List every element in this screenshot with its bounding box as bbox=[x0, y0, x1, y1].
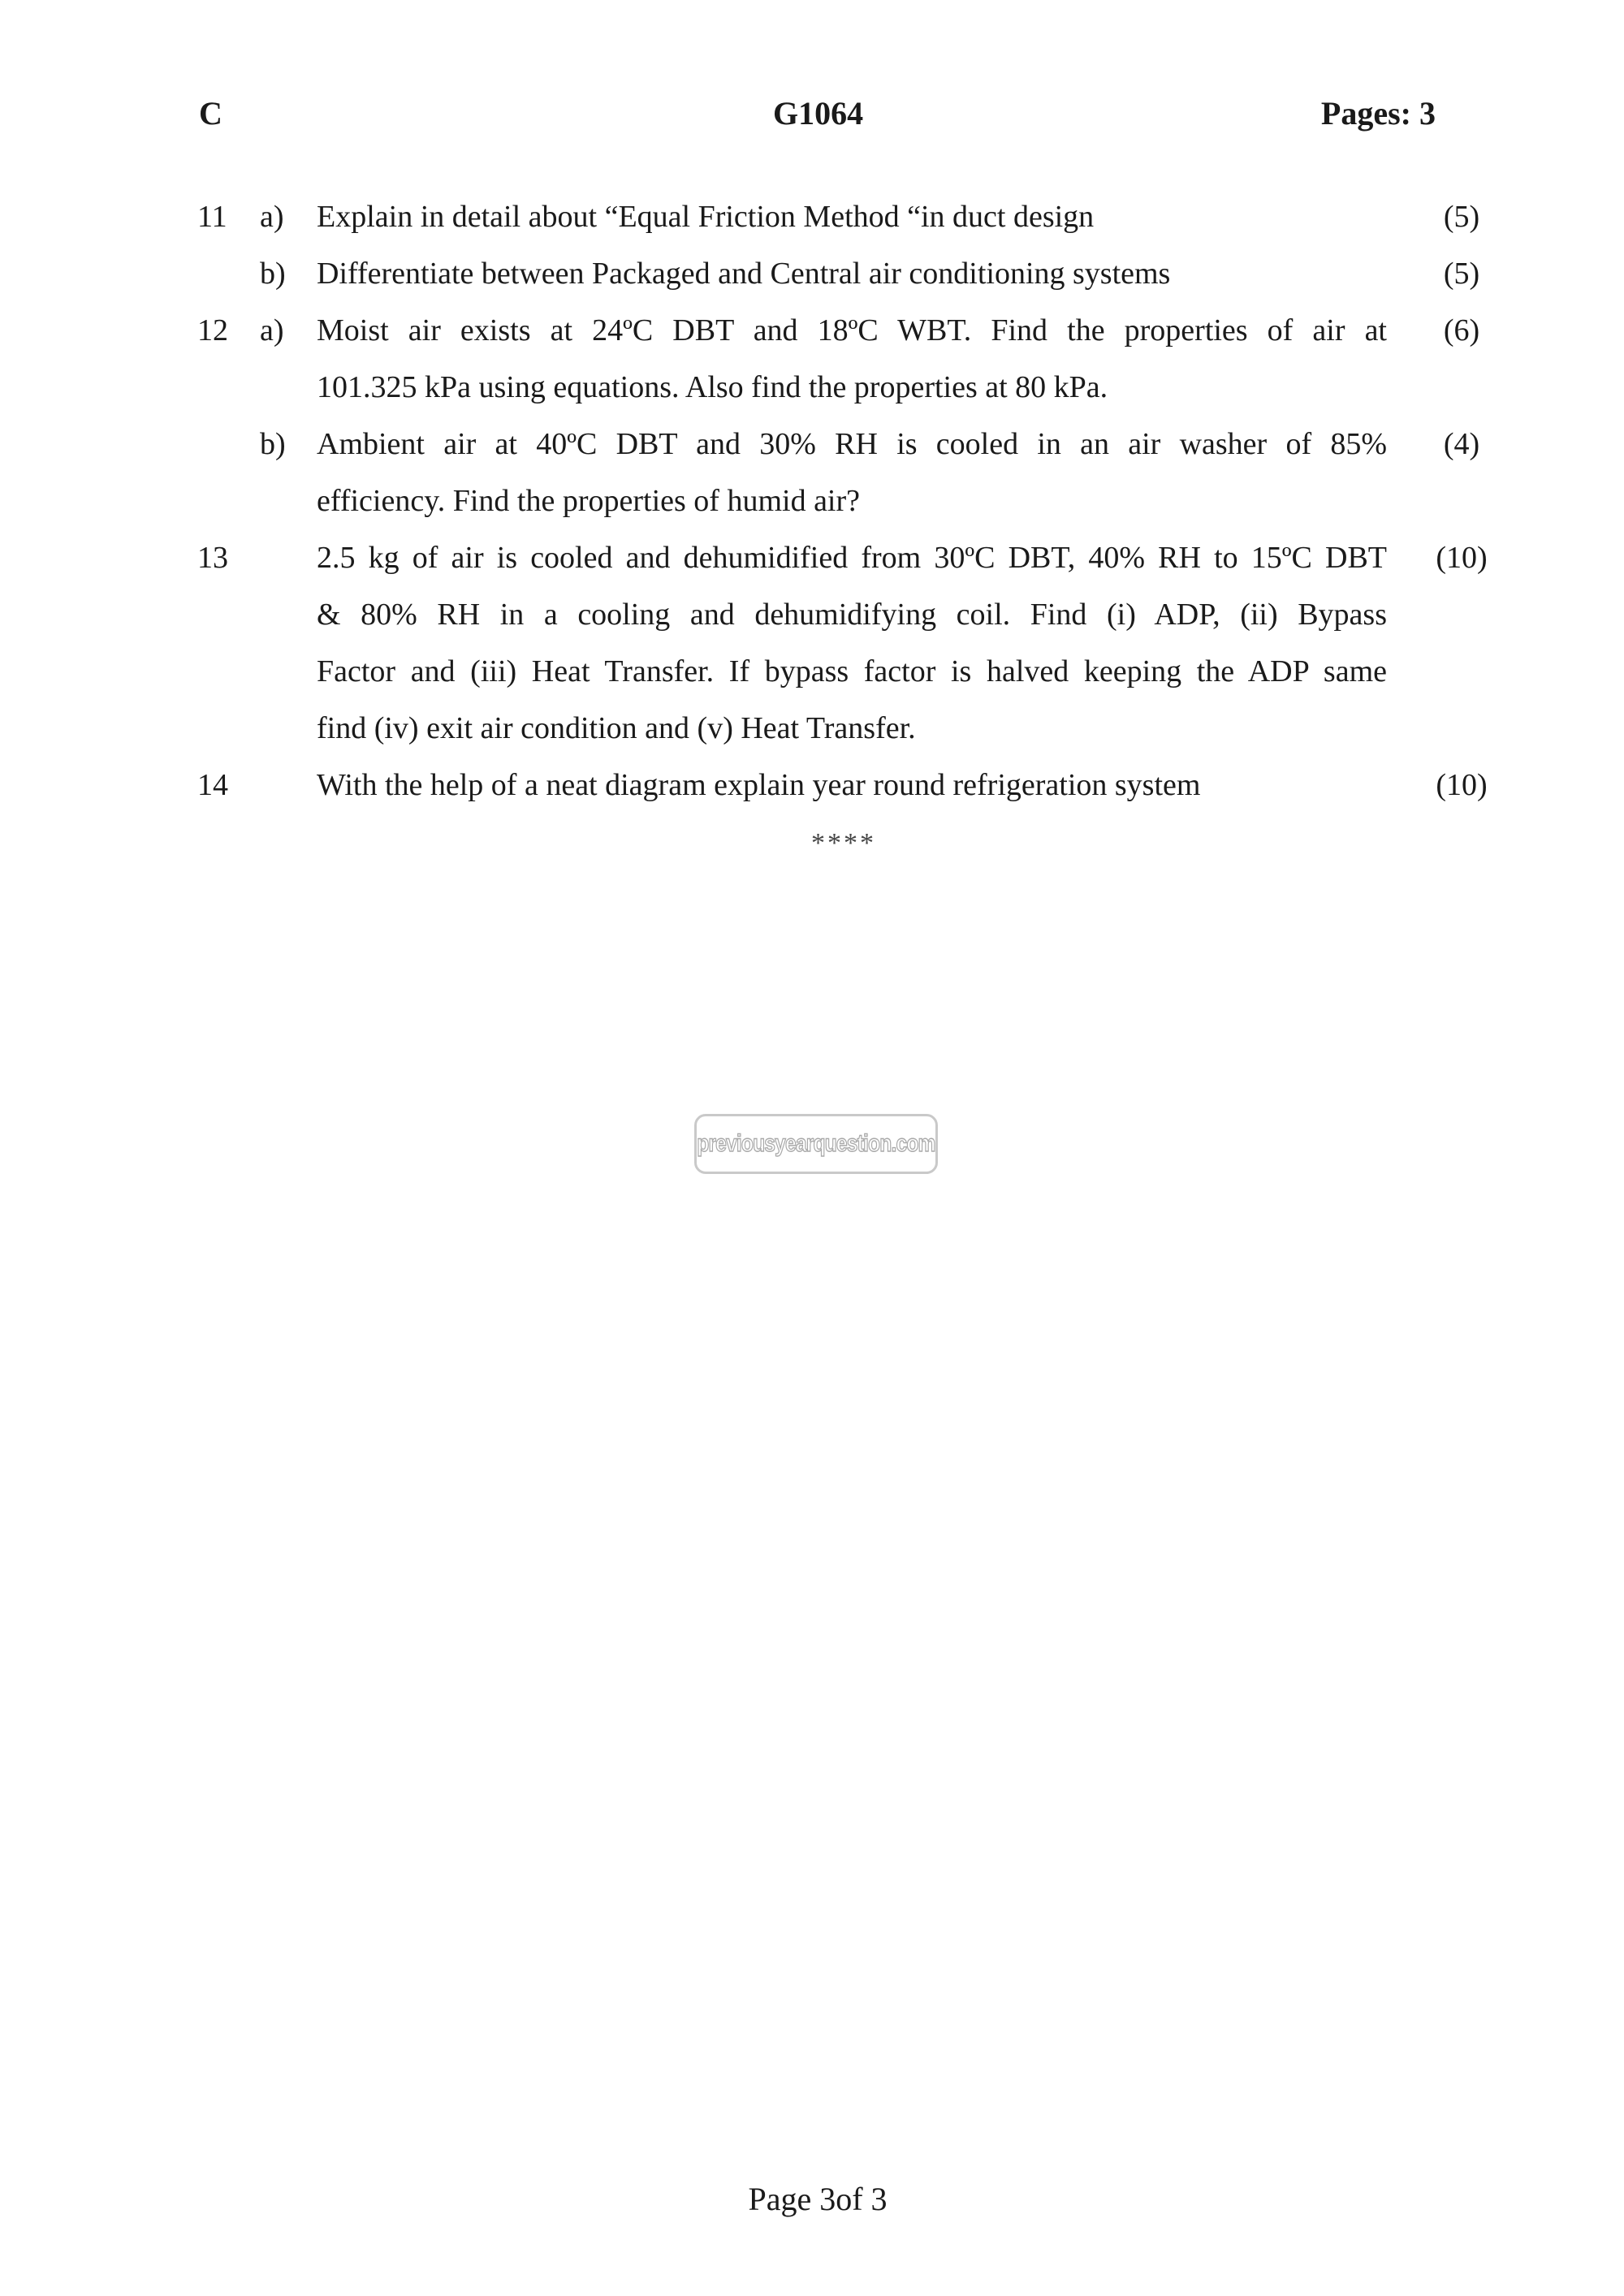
header-set-code: C bbox=[199, 95, 222, 132]
question-marks: (10) bbox=[1436, 768, 1488, 802]
question-12b bbox=[0, 424, 1624, 464]
header-paper-code: G1064 bbox=[773, 95, 864, 132]
watermark-logo bbox=[694, 1114, 938, 1174]
question-text: With the help of a neat diagram explain year round refrigeration system bbox=[317, 768, 1201, 802]
question-number: 11 bbox=[197, 200, 227, 234]
question-12b-continued bbox=[0, 481, 1624, 521]
sub-question-label: b) bbox=[260, 427, 286, 461]
question-number: 14 bbox=[197, 768, 228, 802]
question-13-continued bbox=[0, 708, 1624, 749]
question-12a-continued bbox=[0, 367, 1624, 408]
question-13-continued bbox=[0, 651, 1624, 692]
question-marks: (5) bbox=[1443, 200, 1480, 234]
sub-question-label: a) bbox=[260, 313, 284, 347]
question-text-line: Factor and (iii) Heat Transfer. If bypass factor is halved keeping the ADP same bbox=[317, 654, 1387, 688]
page-footer: Page 3of 3 bbox=[748, 2181, 888, 2217]
question-number: 12 bbox=[197, 313, 228, 347]
header-page-count: Pages: 3 bbox=[1320, 95, 1436, 132]
question-marks: (6) bbox=[1443, 313, 1480, 347]
sub-question-label: a) bbox=[260, 200, 284, 234]
question-14 bbox=[0, 765, 1624, 805]
question-text-line: Moist air exists at 24ºC DBT and 18ºC WBT. Find the properties of air at bbox=[317, 313, 1387, 347]
question-text: Differentiate between Packaged and Central air conditioning systems bbox=[317, 257, 1171, 291]
sub-question-label: b) bbox=[260, 257, 286, 291]
question-text-line: efficiency. Find the properties of humid air? bbox=[317, 484, 861, 518]
question-text-line: 2.5 kg of air is cooled and dehumidified from 30ºC DBT, 40% RH to 15ºC DBT bbox=[317, 541, 1387, 575]
question-text-line: Ambient air at 40ºC DBT and 30% RH is cooled in an air washer of 85% bbox=[317, 427, 1387, 461]
question-marks: (10) bbox=[1436, 541, 1488, 575]
question-text-line: 101.325 kPa using equations. Also find the properties at 80 kPa. bbox=[317, 370, 1108, 404]
question-text: Explain in detail about “Equal Friction Method “in duct design bbox=[317, 200, 1095, 234]
question-text-line: find (iv) exit air condition and (v) Heat Transfer. bbox=[317, 711, 916, 745]
watermark-text: previousyearquestion.com bbox=[697, 1130, 935, 1157]
question-marks: (4) bbox=[1443, 427, 1480, 461]
question-13-continued bbox=[0, 594, 1624, 635]
question-marks: (5) bbox=[1443, 257, 1480, 291]
question-11a bbox=[0, 196, 1624, 237]
question-12a bbox=[0, 310, 1624, 351]
question-number: 13 bbox=[197, 541, 228, 575]
question-text-line: & 80% RH in a cooling and dehumidifying coil. Find (i) ADP, (ii) Bypass bbox=[317, 598, 1387, 632]
question-11b bbox=[0, 253, 1624, 294]
question-13 bbox=[0, 537, 1624, 578]
end-of-paper-mark: **** bbox=[811, 828, 876, 858]
